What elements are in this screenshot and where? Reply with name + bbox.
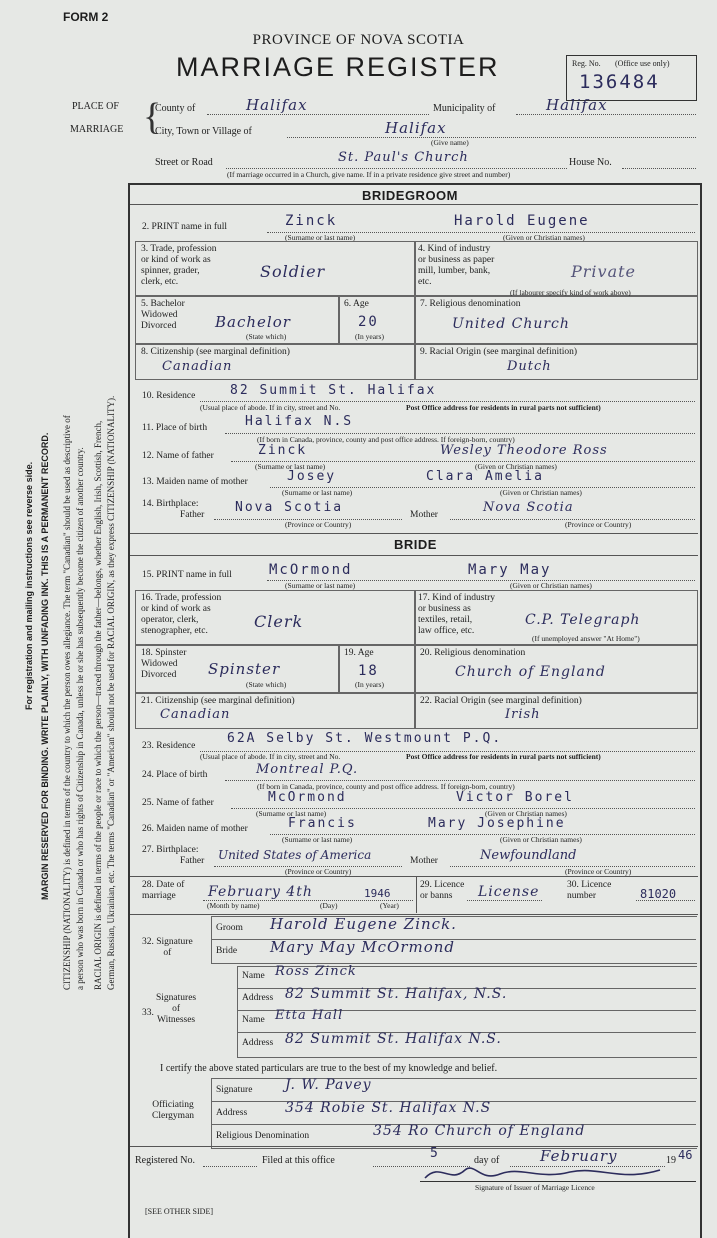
g-f2-cap2: (Given or Christian names)	[503, 233, 585, 242]
s-bride-label: Bride	[216, 946, 238, 956]
g-f6-cap: (In years)	[355, 332, 384, 341]
g-f6-label: 6. Age	[344, 299, 369, 309]
county-line	[207, 114, 429, 115]
g-mother-birthplace: Nova Scotia	[483, 500, 574, 515]
clergy-sig-label: Signature	[216, 1085, 253, 1095]
g-f2-cap1: (Surname or last name)	[285, 233, 356, 242]
w1-address-label: Address	[242, 993, 274, 1003]
g-f4-label: 4. Kind of industry or business as paper mill, lumber, bank, etc.	[418, 244, 495, 287]
marriage-row-divider	[416, 876, 417, 913]
g-f3-label: 3. Trade, profession or kind of work as spinner, grader, clerk, etc.	[141, 244, 217, 287]
g-f10-line	[200, 401, 695, 402]
g-f12-cap2: (Given or Christian names)	[475, 462, 557, 471]
denom-label: Religious Denomination	[216, 1131, 310, 1141]
b-father-birthplace: United States of America	[218, 848, 372, 862]
g-f4-cap: (If labourer specify kind of work above)	[510, 288, 631, 297]
street-value: St. Paul's Church	[338, 150, 469, 165]
county-value: Halifax	[246, 96, 308, 114]
b-f25-cap2: (Given or Christian names)	[485, 809, 567, 818]
b-surname: McOrmond	[269, 562, 353, 578]
b-f18-label: 18. Spinster Widowed Divorced	[141, 648, 187, 680]
b-f23-cap: (Usual place of abode. If in city, street and No.	[200, 752, 341, 761]
g-f11-cap: (If born in Canada, province, county and post office address. If foreign-born, country)	[257, 435, 515, 444]
w2-name-label: Name	[242, 1015, 265, 1025]
m-f30-label: 30. Licence number	[567, 880, 612, 901]
filed-label: Filed at this office	[262, 1155, 335, 1166]
b-father-surname: McOrmond	[268, 790, 347, 805]
b-f24-line	[225, 780, 695, 781]
b-f15-cap2: (Given or Christian names)	[510, 581, 592, 590]
street-line	[226, 168, 567, 169]
b-f27-father-label: Father	[180, 856, 205, 866]
b-f24-label: 24. Place of birth	[142, 770, 208, 780]
w2-address-label: Address	[242, 1038, 274, 1048]
g-f8-label: 8. Citizenship (see marginal definition)	[141, 347, 290, 357]
g-age: 20	[358, 314, 379, 330]
filed-number: 5	[430, 1146, 440, 1161]
b-mother-birthplace: Newfoundland	[480, 848, 577, 863]
city-line	[287, 137, 696, 138]
clergy-signature: J. W. Pavey	[285, 1077, 372, 1093]
reg-no-value: 136484	[579, 71, 660, 93]
g-f13-label: 13. Maiden name of mother	[142, 477, 248, 487]
b-f20-label: 20. Religious denomination	[420, 648, 526, 658]
b-status: Spinster	[208, 660, 281, 678]
g-racial: Dutch	[507, 359, 552, 374]
g-f14-mother-label: Mother	[410, 510, 438, 520]
b-f17-cap: (If unemployed answer "At Home")	[532, 634, 640, 643]
place-label-1: PLACE OF	[72, 101, 119, 112]
b-citizenship: Canadian	[160, 707, 231, 722]
g-f9-label: 9. Racial Origin (see marginal definition)	[420, 347, 578, 357]
b-f26-cap1: (Surname or last name)	[282, 835, 353, 844]
b-given: Mary May	[468, 562, 552, 578]
w1-name: Ross Zinck	[275, 964, 357, 979]
b-mother-given: Mary Josephine	[428, 816, 566, 831]
s-f32-label: 32. Signature of	[142, 937, 193, 958]
b-religion: Church of England	[455, 664, 606, 680]
g-mother-surname: Josey	[287, 469, 337, 484]
m-cap-day: (Day)	[320, 901, 338, 910]
clergy-label: Officiating Clergyman	[152, 1100, 195, 1121]
b-residence: 62A Selby St. Westmount P.Q.	[227, 731, 503, 746]
b-f25-label: 25. Name of father	[142, 798, 214, 808]
g-surname: Zinck	[285, 213, 338, 229]
w2-name: Etta Hall	[275, 1008, 344, 1023]
b-f17-label: 17. Kind of industry or business as textiles, retail, law office, etc.	[418, 593, 496, 636]
w1-address: 82 Summit St. Halifax, N.S.	[285, 986, 508, 1002]
m-date: February 4th	[208, 884, 313, 900]
s-bride: Mary May McOrmond	[270, 938, 456, 956]
margin-racial-1: RACIAL ORIGIN is defined in terms of the people or race to which the person—traced through the father—belongs, whether English, Irish, Scottish, French,	[93, 420, 103, 990]
page-title: MARRIAGE REGISTER	[176, 52, 500, 82]
g-f12-label: 12. Name of father	[142, 451, 214, 461]
m-year: 1946	[364, 887, 391, 900]
margin-citizenship-2: a person who was born in Canada or who has rights of Citizenship in Canada, unless he or she has subsequently become the citizen of another country.	[75, 447, 85, 990]
g-father-given: Wesley Theodore Ross	[440, 443, 608, 458]
province-heading: PROVINCE OF NOVA SCOTIA	[252, 32, 465, 48]
b-f26-cap2: (Given or Christian names)	[500, 835, 582, 844]
house-label: House No.	[569, 157, 612, 168]
b-f15-cap1: (Surname or last name)	[285, 581, 356, 590]
g-father-birthplace: Nova Scotia	[235, 500, 344, 515]
municipality-label: Municipality of	[433, 103, 496, 114]
city-label: City, Town or Village of	[155, 126, 252, 137]
municipality-line	[516, 114, 696, 115]
b-f19-label: 19. Age	[344, 648, 374, 658]
street-caption: (If marriage occurred in a Church, give name. If in a private residence give street and number)	[227, 170, 511, 179]
g-f2-label: 2. PRINT name in full	[142, 222, 228, 232]
reg-no-sublabel: (Office use only)	[615, 59, 670, 68]
b-f23-cap-b: Post Office address for residents in rural parts not sufficient)	[406, 752, 601, 761]
g-f13-cap1: (Surname or last name)	[282, 488, 353, 497]
b-racial: Irish	[505, 707, 541, 722]
g-f11-label: 11. Place of birth	[142, 423, 208, 433]
g-f5-label: 5. Bachelor Widowed Divorced	[141, 299, 185, 331]
form-label: FORM 2	[63, 10, 109, 24]
g-father-surname: Zinck	[258, 443, 308, 458]
b-f26-label: 26. Maiden name of mother	[142, 824, 248, 834]
county-label: County of	[155, 103, 196, 114]
g-citizenship: Canadian	[162, 359, 233, 374]
b-mother-surname: Francis	[288, 816, 357, 831]
g-f14-cap-f: (Province or Country)	[285, 520, 352, 529]
city-caption: (Give name)	[431, 138, 469, 147]
reg-no-box	[566, 55, 697, 101]
issuer-caption: Signature of Issuer of Marriage Licence	[475, 1183, 595, 1192]
filed-year: 46	[678, 1148, 693, 1162]
g-f11-line	[225, 433, 695, 434]
registered-label: Registered No.	[135, 1155, 195, 1166]
see-other-side: [SEE OTHER SIDE]	[145, 1207, 213, 1216]
s-groom-label: Groom	[216, 923, 243, 933]
g-given: Harold Eugene	[454, 213, 590, 229]
g-f14-father-label: Father	[180, 510, 205, 520]
g-residence: 82 Summit St. Halifax	[230, 383, 437, 398]
denom-value: 354 Ro Church of England	[373, 1123, 586, 1139]
g-f10-label: 10. Residence	[142, 391, 196, 401]
g-f10-cap: (Usual place of abode. If in city, street and No.	[200, 403, 341, 412]
g-mother-given: Clara Amelia	[426, 469, 544, 484]
w1-name-label: Name	[242, 971, 265, 981]
b-age: 18	[358, 663, 379, 679]
g-trade: Soldier	[260, 262, 326, 281]
b-f21-label: 21. Citizenship (see marginal definition)	[141, 696, 295, 706]
bridegroom-heading: BRIDEGROOM	[362, 188, 458, 203]
g-birthplace: Halifax N.S	[245, 414, 354, 429]
g-f14-label: 14. Birthplace:	[142, 499, 199, 509]
clergy-address: 354 Robie St. Halifax N.S	[285, 1100, 492, 1116]
b-f27-mother-label: Mother	[410, 856, 438, 866]
certify-text: I certify the above stated particulars are true to the best of my knowledge and belief.	[160, 1063, 498, 1074]
street-label: Street or Road	[155, 157, 213, 168]
margin-reserved: MARGIN RESERVED FOR BINDING. WRITE PLAINLY, WITH UNFADING INK. THIS IS A PERMANENT RECORD.	[40, 432, 50, 900]
g-f12-cap1: (Surname or last name)	[255, 462, 326, 471]
b-industry: C.P. Telegraph	[525, 612, 641, 628]
issuer-signature-icon	[420, 1160, 680, 1186]
margin-citizenship-1: CITIZENSHIP (NATIONALITY) is defined in terms of the country to which the person owes allegiance. The term "Canadian" should be used as descriptive of	[62, 415, 72, 990]
b-f27-label: 27. Birthplace:	[142, 845, 199, 855]
city-value: Halifax	[385, 119, 447, 137]
b-birthplace: Montreal P.Q.	[256, 762, 359, 777]
year-prefix: 19	[666, 1155, 676, 1166]
m-licence: License	[478, 884, 540, 900]
g-f5-cap: (State which)	[246, 332, 287, 341]
m-f29-line	[467, 900, 542, 901]
registered-line	[203, 1166, 257, 1167]
s-f33-label: 33.	[142, 1008, 154, 1018]
b-f16-label: 16. Trade, profession or kind of work as operator, clerk, stenographer, etc.	[141, 593, 222, 636]
b-father-given: Victor Borel	[456, 790, 574, 805]
bride-heading: BRIDE	[394, 537, 437, 552]
g-f10-cap-b: Post Office address for residents in rural parts not sufficient)	[406, 403, 601, 412]
b-f22-label: 22. Racial Origin (see marginal definition)	[420, 696, 582, 706]
g-f13-cap2: (Given or Christian names)	[500, 488, 582, 497]
m-f29-label: 29. Licence or banns	[420, 880, 465, 901]
b-f23-label: 23. Residence	[142, 741, 196, 751]
b-trade: Clerk	[254, 612, 304, 631]
s-groom: Harold Eugene Zinck.	[270, 915, 457, 933]
b-f25-cap1: (Surname or last name)	[256, 809, 327, 818]
b-f18-cap: (State which)	[246, 680, 287, 689]
s-witness-label: Signatures of Witnesses	[156, 993, 197, 1025]
clergy-address-label: Address	[216, 1108, 248, 1118]
m-cap-month: (Month by name)	[207, 901, 260, 910]
place-label-2: MARRIAGE	[70, 124, 124, 135]
g-industry: Private	[571, 262, 637, 281]
municipality-value: Halifax	[546, 96, 608, 114]
g-religion: United Church	[452, 316, 570, 332]
filed-month: February	[540, 1147, 618, 1165]
m-cap-year: (Year)	[380, 901, 399, 910]
b-f19-cap: (In years)	[355, 680, 384, 689]
m-number: 81020	[640, 887, 677, 901]
g-f7-label: 7. Religious denomination	[420, 299, 521, 309]
w2-address: 82 Summit St. Halifax N.S.	[285, 1031, 502, 1047]
b-f24-cap: (If born in Canada, province, county and post office address. If foreign-born, country)	[257, 782, 515, 791]
b-f15-label: 15. PRINT name in full	[142, 570, 232, 580]
house-line	[622, 168, 696, 169]
b-f27-cap-f: (Province or Country)	[285, 867, 352, 876]
m-f28-label: 28. Date of marriage	[142, 880, 185, 901]
b-f27-cap-m: (Province or Country)	[565, 867, 632, 876]
day-of-label: day of	[474, 1155, 500, 1166]
reg-no-label: Reg. No.	[572, 59, 601, 68]
g-status: Bachelor	[215, 313, 291, 331]
g-f14-cap-m: (Province or Country)	[565, 520, 632, 529]
margin-racial-2: German, Russian, Ukrainian, etc. The terms "Canadian" or "American" should not be used for RACIAL ORIGIN, as they express CITIZENSHIP (NATIONALITY).	[106, 395, 116, 990]
margin-instructions: For registration and mailing instructions see reverse side.	[24, 461, 34, 710]
brace-icon: {	[143, 96, 162, 138]
